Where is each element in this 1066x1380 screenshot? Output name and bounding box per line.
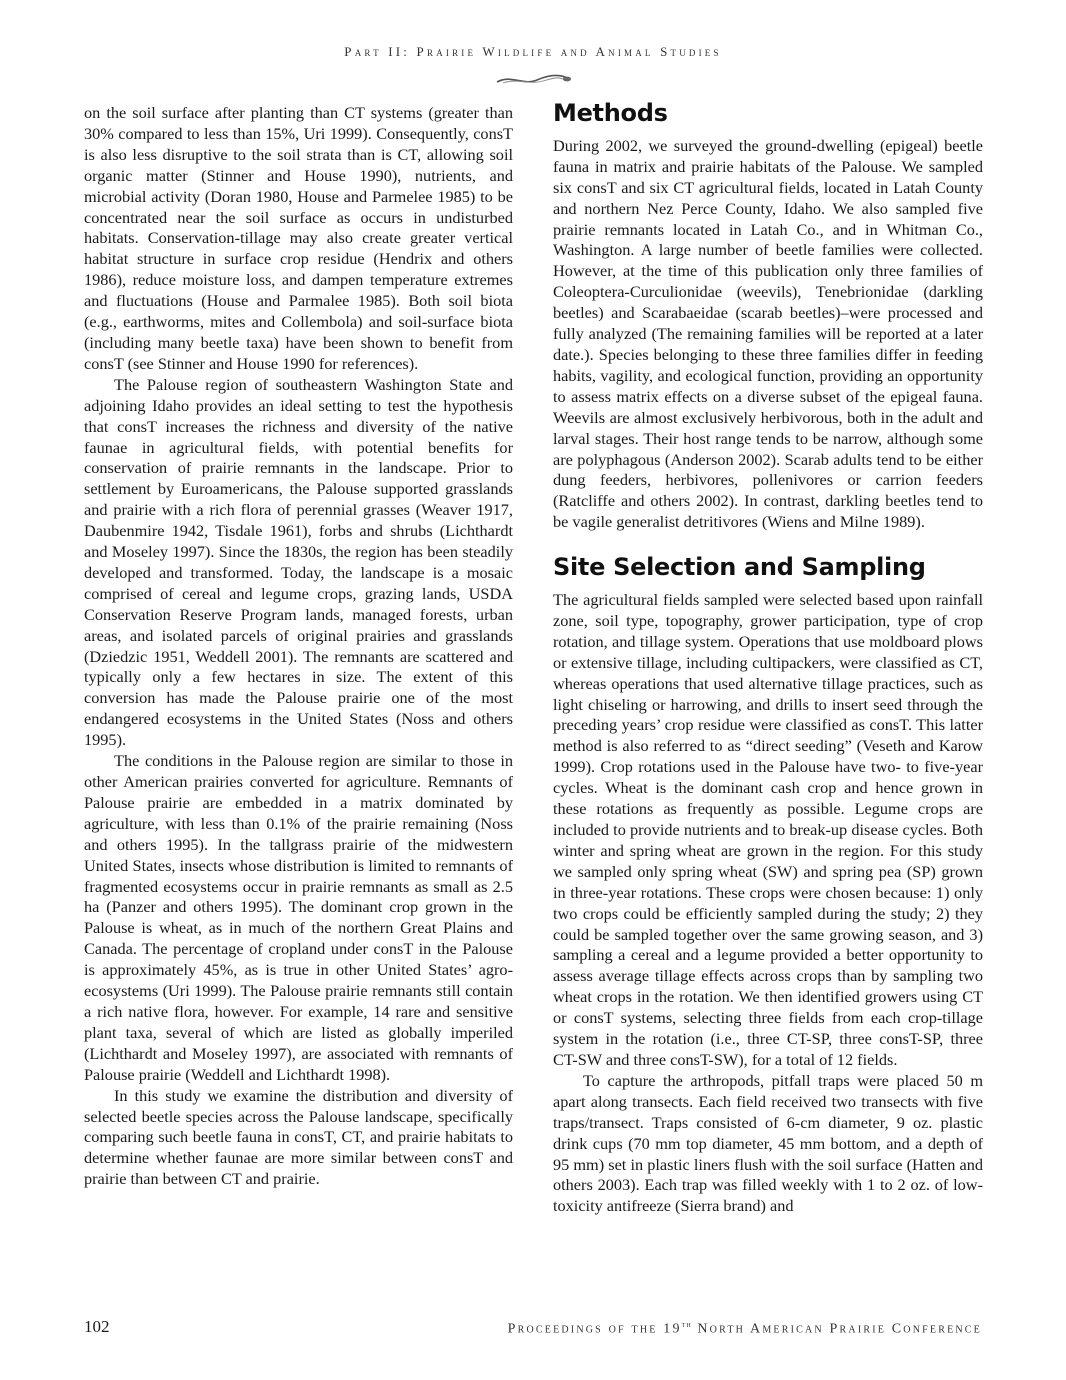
running-footer [508,1319,982,1338]
footer-ordinal-suffix: th [681,1319,692,1329]
page-number: 102 [84,1317,110,1336]
footer-text-post: North American Prairie Conference [691,1321,982,1337]
body-paragraph: In this study we examine the distribution and diversity of selected beetle species across the Palouse landscape, specifically comparing such beetle fauna in consT, CT, and prairie habitats to determine whether faunae are more similar between consT and prairie than between CT and prairie. [84,1085,513,1189]
body-paragraph: The conditions in the Palouse region are similar to those in other American prairies converted for agriculture. Remnants of Palouse prairie are embedded in a matrix dominated by agriculture, with less than 0.1% of the prairie remaining (Noss and others 1995). In the tallgrass prairie of the midwestern United States, insects whose distribution is limited to remnants of fragmented ecosystems occur in prairie remnants as small as 2.5 ha (Panzer and others 1995). The dominant crop grown in the Palouse is wheat, as in much of the northern Great Plains and Canada. The percentage of cropland under consT in the Palouse is approximately 45%, as is true in other United States’ agro-ecosystems (Uri 1999). The Palouse prairie remnants still contain a rich native flora, however. For example, 14 rare and sensitive plant taxa, several of which are listed as globally imperiled (Lichthardt and Moseley 1997), are associated with remnants of Palouse prairie (Weddell and Lichthardt 1998). [84,751,513,1084]
left-column [84,103,513,1190]
body-paragraph: The Palouse region of southeastern Washington State and adjoining Idaho provides an ideal setting to test the hypothesis that consT increases the richness and diversity of the native faunae in agricultural fields, with potential benefits for conservation of prairie remnants in the landscape. Prior to settlement by Euroamericans, the Palouse supported grasslands and prairie with a rich flora of perennial grasses (Weaver 1917, Daubenmire 1942, Tisdale 1961), forbs and shrubs (Lichthardt and Moseley 1997). Since the 1830s, the region has been steadily developed and transformed. Today, the landscape is a mosaic comprised of cereal and legume crops, grazing lands, USDA Conservation Reserve Program lands, managed forests, urban areas, and isolated parcels of original prairies and grasslands (Dziedzic 1951, Weddell 2001). The remnants are scattered and typically only a few hectares in size. The extent of this conversion has made the Palouse prairie one of the most endangered ecosystems in the United States (Noss and others 1995). [84,374,513,750]
body-paragraph: on the soil surface after planting than CT systems (greater than 30% compared to less than 15%, Uri 1999). Consequently, consT is also less disruptive to the soil strata than is CT, allowing soil organic matter (Stinner and House 1990), nutrients, and microbial activity (Doran 1980, House and Parmelee 1985) to be concentrated near the soil surface as occurs in undisturbed habitats. Conservation-tillage may also create greater vertical habitat structure in surface crop residue (Hendrix and others 1986), reduce moisture loss, and dampen temperature extremes and fluctuations (House and Parmalee 1985). Both soil biota (e.g., earthworms, mites and Collembola) and soil-surface biota (including many beetle taxa) have been shown to benefit from consT (see Stinner and House 1990 for references). [84,103,513,373]
footer-text-pre: Proceedings of the 19 [507,1321,682,1337]
body-paragraph: During 2002, we surveyed the ground-dwelling (epigeal) beetle fauna in matrix and prairie habitats of the Palouse. We sampled six consT and six CT agricultural fields, located in Latah County and northern Nez Perce County, Idaho. We also sampled five prairie remnants located in Latah Co., and in Whitman Co., Washington. A large number of beetle families were collected. However, at the time of this publication only three families of Coleoptera-Curculionidae (weevils), Tenebrionidae (darkling beetles) and Scarabaeidae (scarab beetles)–were processed and fully analyzed (The remaining families will be reported at a later date.). Species belonging to these three families differ in feeding habits, vagility, and ecological function, providing an opportunity to assess matrix effects on a diverse subset of the epigeal fauna. Weevils are almost exclusively herbivorous, both in the adult and larval stages. Their host range tends to be narrow, although some are polyphagous (Anderson 2002). Scarab adults tend to be either dung feeders, herbivores, pollenivores or carrion feeders (Ratcliffe and others 2002). In contrast, darkling beetles tend to be vagile generalist detritivores (Wiens and Milne 1989). [553,135,983,532]
body-paragraph: The agricultural fields sampled were selected based upon rainfall zone, soil type, topography, grower participation, type of crop rotation, and tillage system. Operations that use moldboard plows or extensive tillage, including cultipackers, were classified as CT, whereas operations that used alternative tillage practices, such as light chiseling or harrowing, and drills to insert seed through the preceding years’ crop residue were classified as consT. This latter method is also referred to as “direct seeding” (Veseth and Karow 1999). Crop rotations used in the Palouse have two- to five-year cycles. Wheat is the dominant cash crop and hence grown in these rotations as frequently as possible. Legume crops are included to provide nutrients and to break-up disease cycles. Both winter and spring wheat are grown in the region. For this study we sampled only spring wheat (SW) and spring pea (SP) grown in three-year rotations. These crops were chosen because: 1) only two crops could be efficiently sampled during the study; 2) they could be sampled together over the same growing season, and 3) sampling a cereal and a legume provided a better opportunity to assess average tillage effects across crops than by sampling two wheat crops in the rotation. We then identified growers using CT or consT systems, selecting three fields from each crop-tillage system in the rotation (i.e., three CT-SP, three consT-SP, three CT-SW and three consT-SW), for a total of 12 fields. [553,590,983,1069]
site-selection-heading: Site Selection and Sampling [553,553,926,582]
decorative-swash-icon [493,70,573,90]
body-paragraph: To capture the arthropods, pitfall traps were placed 50 m apart along transects. Each field received two transects with five traps/transect. Traps consisted of 6-cm diameter, 9 oz. plastic drink cups (70 mm top diameter, 45 mm bottom, and a depth of 95 mm) set in plastic liners flush with the soil surface (Hatten and others 2003). Each trap was filled weekly with 1 to 2 oz. of low-toxicity antifreeze (Sierra brand) and [553,1070,983,1216]
running-head: Part II: Prairie Wildlife and Animal Studies [344,44,722,59]
right-column [553,99,983,1217]
methods-heading: Methods [553,99,668,127]
